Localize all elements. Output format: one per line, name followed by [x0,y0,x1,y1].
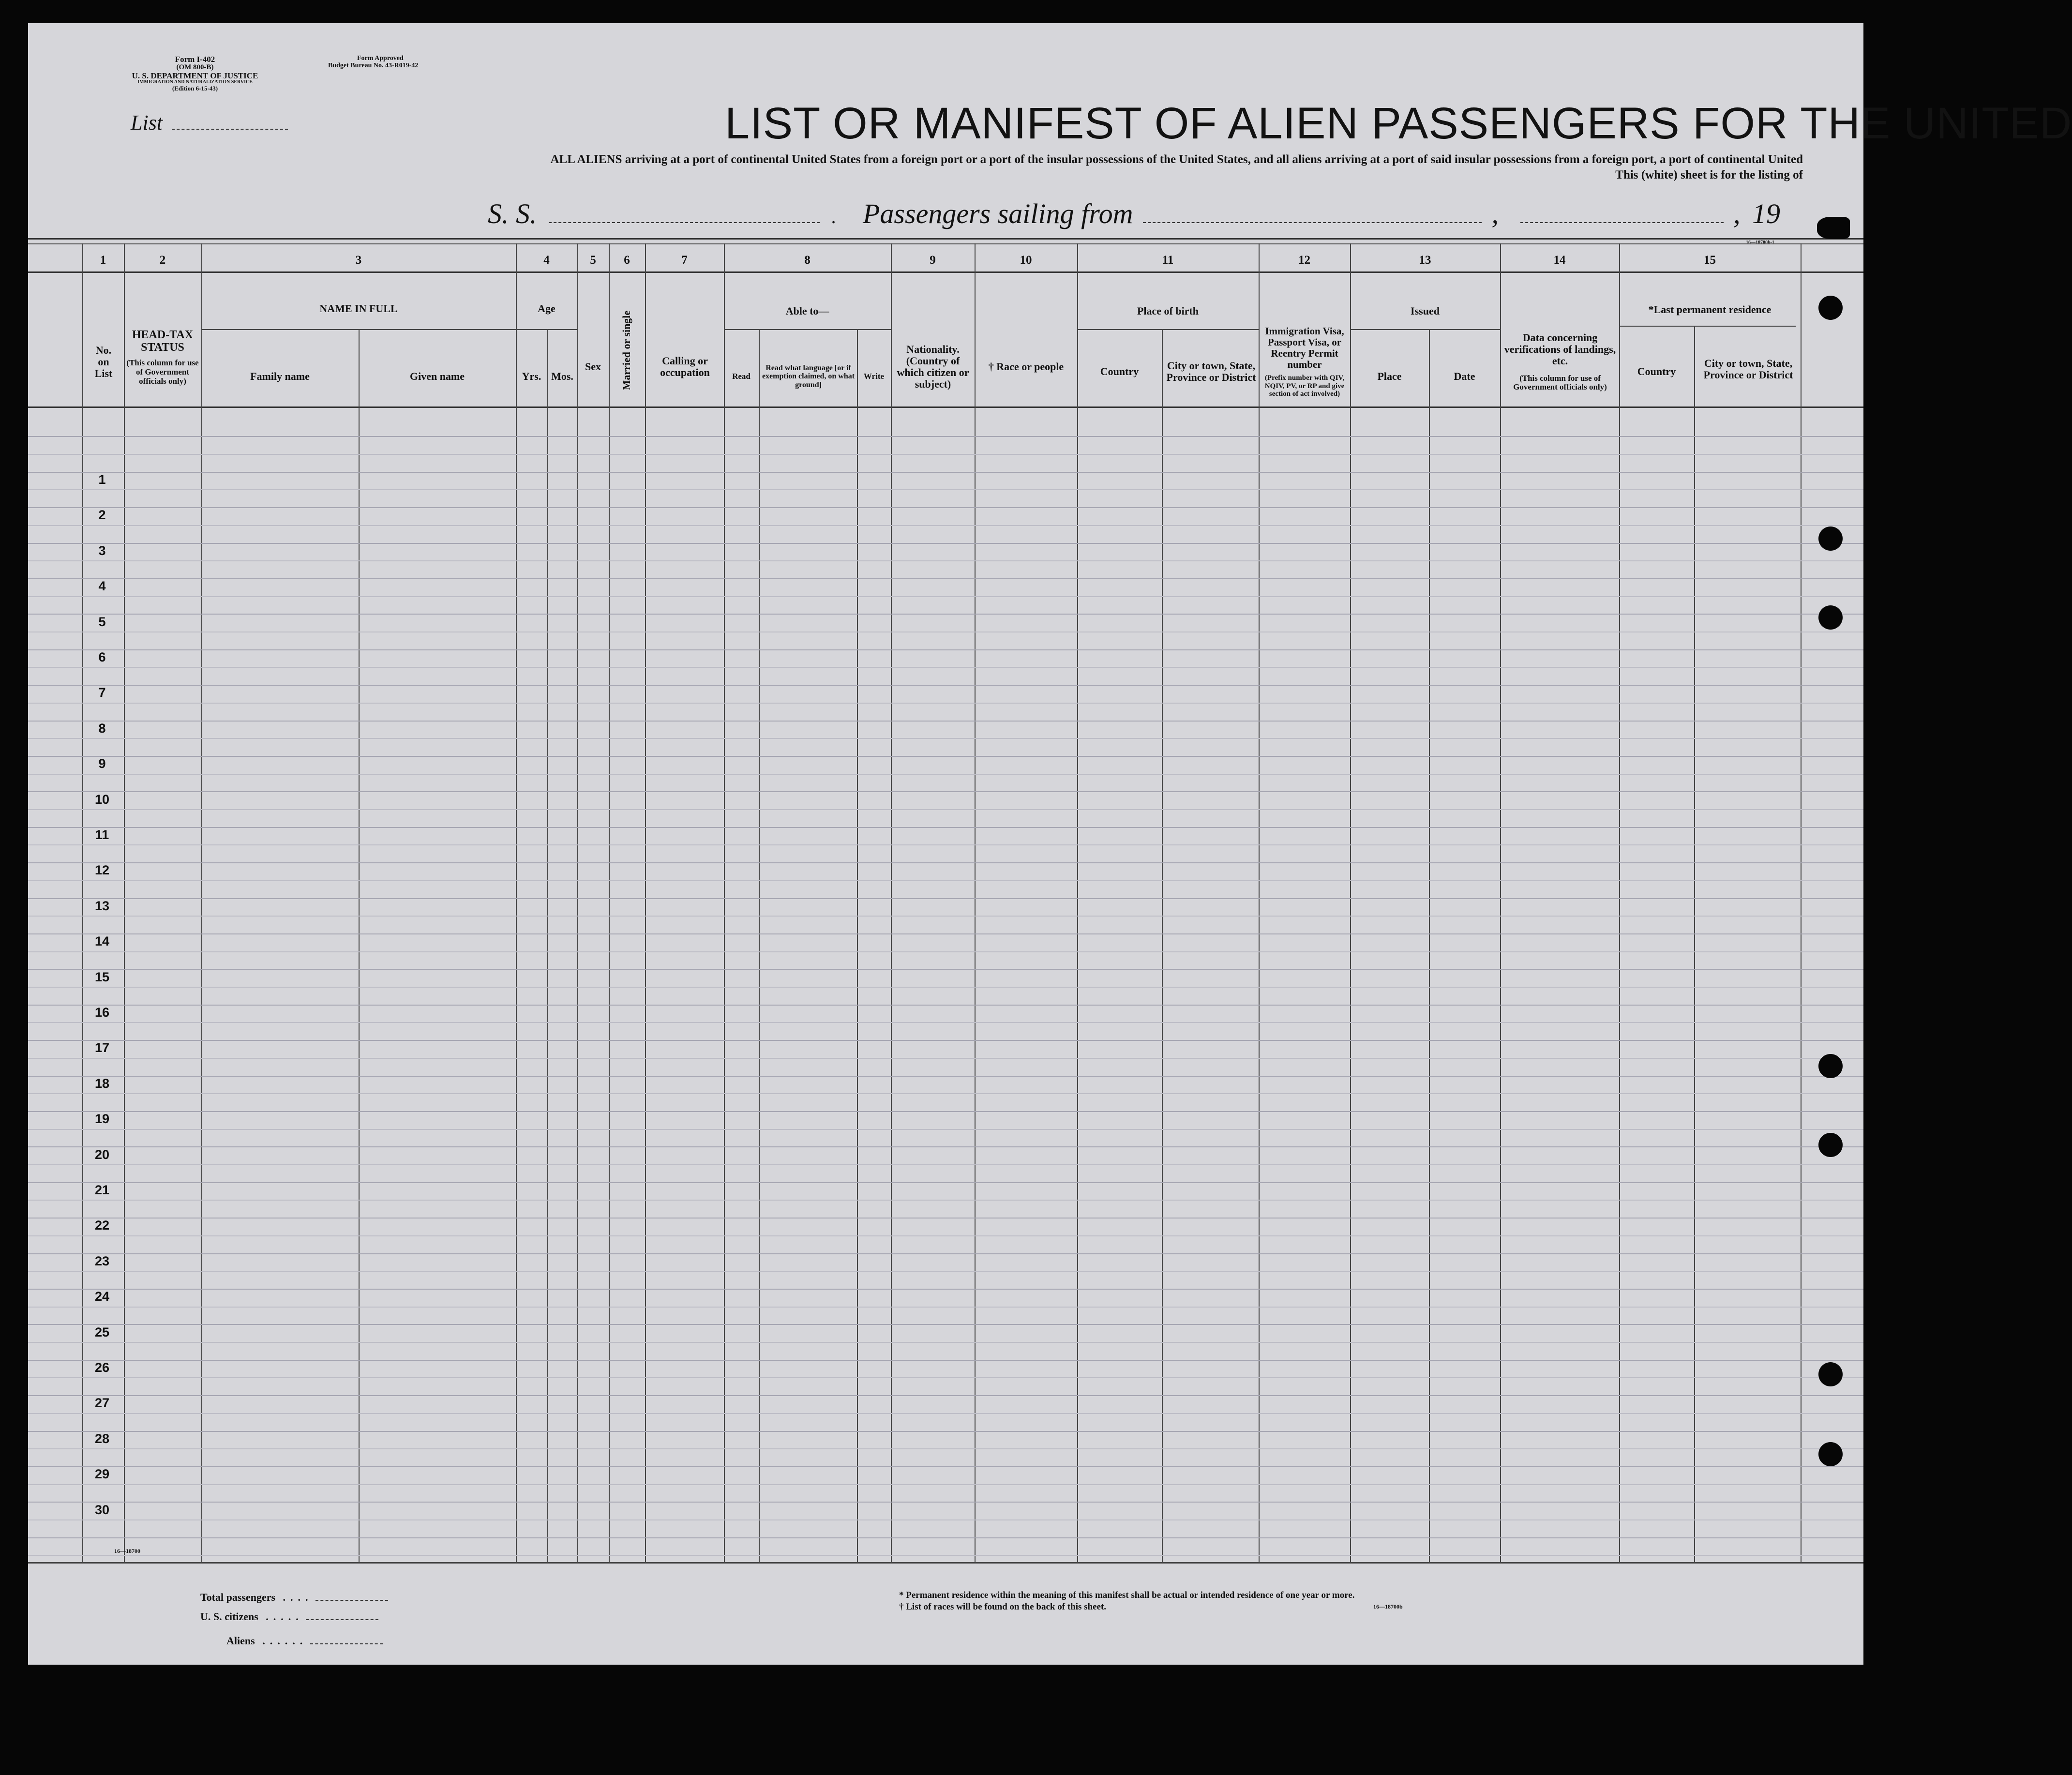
row-rule [28,578,1863,579]
colnum-9: 9 [930,254,936,267]
header-pob-country: Country [1100,365,1139,377]
header-age: Age [538,302,556,315]
row-subrule [28,1377,1863,1378]
row-rule [28,969,1863,970]
row-number: 16 [94,1005,110,1020]
col-line-14 [975,243,976,1562]
header-married: Married or single [620,310,633,391]
header-read-language: Read what language [or if exemption claimed, on what ground] [762,363,855,389]
form-omb: (OM 800-B) [176,63,214,71]
list-label: List [131,110,288,135]
row-rule [28,649,1863,650]
col-line-2 [124,243,125,1562]
row-subrule [28,1058,1863,1059]
row-subrule [28,809,1863,810]
table-bottom-rule [28,1562,1863,1564]
row-subrule [28,1413,1863,1414]
colnum-15: 15 [1704,254,1716,267]
row-rule [28,791,1863,792]
row-subrule [28,880,1863,881]
col-line-8 [609,243,610,1562]
row-subrule [28,454,1863,455]
colnum-10: 10 [1020,254,1032,267]
row-subrule [28,738,1863,739]
punch-hole [1818,526,1843,551]
row-subrule [28,951,1863,952]
sailing-label: Passengers sailing from [863,198,1133,229]
date-blank[interactable] [1520,205,1724,223]
colnum-2: 2 [159,254,166,267]
col-line-3 [201,243,202,1562]
row-number: 12 [94,863,110,878]
row-subrule [28,916,1863,917]
colnum-5: 5 [590,254,596,267]
row-subrule [28,489,1863,490]
header-write: Write [863,371,885,381]
top-right-code: 16—18700b-1 [1746,240,1774,245]
row-subrule [28,703,1863,704]
row-subrule [28,1271,1863,1272]
header-able-to: Able to— [785,304,829,317]
row-subrule [28,1164,1863,1165]
col-line-17 [1259,243,1260,1562]
row-rule [28,1360,1863,1361]
header-name-in-full: NAME IN FULL [319,302,398,315]
punch-hole [1818,605,1843,630]
punch-hole [1817,217,1850,239]
sailing-blank[interactable] [1143,205,1482,223]
colnum-1: 1 [100,254,106,267]
row-rule [28,436,1863,437]
approval-block [328,55,493,69]
row-subrule [28,525,1863,526]
year-label: 19 [1752,198,1781,229]
row-rule [28,1537,1863,1538]
header-place-of-birth: Place of birth [1137,304,1199,317]
row-number: 22 [94,1218,110,1233]
col-line-13 [891,243,892,1562]
col-line-21 [1619,243,1620,1562]
approval-line1: Form Approved [357,55,404,62]
punch-hole [1818,1054,1843,1078]
colnum-14: 14 [1553,254,1566,267]
header-issued-date: Date [1454,370,1475,382]
issued-subrule [1350,329,1500,330]
row-subrule [28,1555,1863,1556]
header-issued-place: Place [1377,370,1402,382]
row-rule [28,1076,1863,1077]
row-rule [28,933,1863,934]
row-number: 23 [94,1253,110,1268]
intro-line-1: ALL ALIENS arriving at a port of continental United States from a foreign port or a port of the insular possessions of the United States, and all aliens arriving at a port of said insular possessions from a foreign port, a port of continental United [550,153,1803,166]
row-number: 29 [94,1467,110,1482]
header-visa: Immigration Visa, Passport Visa, or Reentry Permit number (Prefix number with QIV, NQIV, PV, or RP and give section of act involved) [1264,325,1345,398]
colnum-7: 7 [681,254,688,267]
row-subrule [28,1307,1863,1308]
row-rule [28,507,1863,508]
lr-subrule [1619,326,1796,327]
col-line-15 [1077,243,1078,1562]
row-rule [28,1040,1863,1041]
list-blank[interactable] [172,114,288,130]
header-family-name: Family name [250,370,310,382]
footnote-residence: * Permanent residence within the meaning of this manifest shall be actual or intended residence of one year or more. [899,1590,1355,1600]
able-subrule [724,329,891,330]
row-number: 30 [94,1502,110,1517]
vessel-line: S. S. . Passengers sailing from , , 19 [488,198,1781,229]
colnum-3: 3 [355,254,362,267]
header-nationality: Nationality. (Country of which citizen or subject) [897,343,969,391]
row-subrule [28,667,1863,668]
col-line-23 [1801,243,1802,1562]
ss-blank[interactable] [549,205,820,223]
row-number: 20 [94,1147,110,1162]
top-rule [28,238,1863,240]
col-line-18 [1350,243,1351,1562]
row-number: 17 [94,1040,110,1055]
header-no-on-list: No. on List [94,344,113,380]
header-given-name: Given name [409,370,465,382]
colnum-rule [28,271,1863,273]
row-number: 25 [94,1324,110,1339]
row-rule [28,1146,1863,1147]
aliens-blank[interactable] [310,1638,383,1644]
header-lr-country: Country [1637,365,1676,377]
bottom-code: 16—18700 [114,1548,140,1554]
row-rule [28,1502,1863,1503]
row-subrule [28,560,1863,561]
punch-hole [1818,1442,1843,1466]
aliens-label: Aliens ...... [226,1635,383,1647]
col-line-20 [1500,243,1501,1562]
row-rule [28,862,1863,863]
row-rule [28,1182,1863,1183]
header-pob-city: City or town, State, Province or District [1166,359,1256,383]
header-calling: Calling or occupation [660,354,710,378]
header-data-concerning: Data concerning verifications of landings, etc. (This column for use of Government officials only) [1504,331,1616,392]
row-number: 28 [94,1431,110,1446]
row-subrule [28,1448,1863,1449]
ss-label: S. S. [488,198,537,229]
header-lr-city: City or town, State, Province or District [1703,357,1793,381]
row-rule [28,1431,1863,1432]
header-last-residence: *Last permanent residence [1648,303,1772,316]
row-number: 26 [94,1360,110,1375]
row-number: 4 [98,579,106,594]
row-subrule [28,1022,1863,1023]
approval-line2: Budget Bureau No. 43-R019-42 [328,61,419,69]
row-rule [28,1395,1863,1396]
header-read: Read [732,371,751,381]
colnum-4: 4 [543,254,550,267]
row-rule [28,1466,1863,1467]
col-line-1 [82,243,83,1562]
row-rule [28,721,1863,722]
col-line-10 [724,243,725,1562]
row-subrule [28,1342,1863,1343]
row-subrule [28,1519,1863,1520]
colnum-6: 6 [624,254,630,267]
row-subrule [28,596,1863,597]
row-rule [28,1253,1863,1254]
intro-line-2: This (white) sheet is for the listing of [1615,168,1803,181]
colnum-8: 8 [804,254,811,267]
form-service: IMMIGRATION AND NATURALIZATION SERVICE [137,79,253,85]
form-edition: (Edition 6-15-43) [172,84,218,92]
row-number: 24 [94,1289,110,1304]
row-subrule [28,774,1863,775]
row-number: 10 [94,792,110,807]
manifest-sheet [28,23,2072,1665]
row-subrule [28,1235,1863,1236]
row-number: 6 [98,650,106,664]
header-head-tax: HEAD-TAX STATUS (This column for use of Government officials only) [126,328,199,386]
row-subrule [28,1200,1863,1201]
row-number: 13 [94,898,110,913]
row-number: 27 [94,1396,110,1411]
punch-hole [1818,1362,1843,1386]
header-issued: Issued [1411,304,1440,317]
row-number: 15 [94,969,110,984]
us-citizens-label: U. S. citizens ..... [200,1610,378,1623]
row-number: 14 [94,934,110,949]
col-line-7 [577,243,578,1562]
colnum-13: 13 [1419,254,1431,267]
row-rule [28,1289,1863,1290]
row-number: 3 [98,543,106,558]
top-rule-2 [28,243,1863,244]
row-rule [28,472,1863,473]
header-mos: Mos. [551,370,573,382]
row-number: 7 [98,685,106,700]
row-number: 18 [94,1076,110,1091]
colnum-12: 12 [1298,254,1310,267]
header-yrs: Yrs. [522,370,541,382]
row-rule [28,827,1863,828]
form-block [115,55,275,92]
us-citizens-blank[interactable] [306,1613,378,1620]
row-number: 21 [94,1183,110,1197]
pob-subrule [1077,329,1259,330]
row-number: 11 [95,827,109,842]
form-number: Form I-402 [175,55,215,64]
col-line-5 [516,243,517,1562]
footnote-code: 16—18700b [1373,1603,1403,1610]
punch-hole [1818,1133,1843,1157]
row-rule [28,1005,1863,1006]
page-title: LIST OR MANIFEST OF ALIEN PASSENGERS FOR THE UNITED [725,99,2072,148]
row-rule [28,898,1863,899]
col-line-22 [1694,326,1695,1562]
row-subrule [28,1484,1863,1485]
row-rule [28,543,1863,544]
row-number: 9 [98,756,106,771]
row-rule [28,1111,1863,1112]
header-sex: Sex [585,360,601,373]
row-subrule [28,987,1863,988]
total-passengers-blank[interactable] [315,1594,388,1601]
row-subrule [28,1093,1863,1094]
row-number: 1 [98,472,106,487]
colnum-11: 11 [1162,254,1174,267]
row-number: 19 [94,1112,110,1127]
col-line-9 [645,243,646,1562]
header-race: † Race or people [988,360,1064,373]
row-subrule [28,1129,1863,1130]
row-rule [28,614,1863,615]
row-number: 5 [98,614,106,629]
row-number: 2 [98,508,106,523]
row-rule [28,1324,1863,1325]
row-rule [28,685,1863,686]
form-department: U. S. DEPARTMENT OF JUSTICE [132,71,258,80]
row-subrule [28,844,1863,845]
total-passengers-label: Total passengers .... [200,1591,388,1604]
punch-hole [1818,296,1843,320]
row-number: 8 [98,721,106,736]
footnote-races: † List of races will be found on the back of this sheet. [899,1602,1107,1612]
row-rule [28,756,1863,757]
age-subrule [516,329,577,330]
